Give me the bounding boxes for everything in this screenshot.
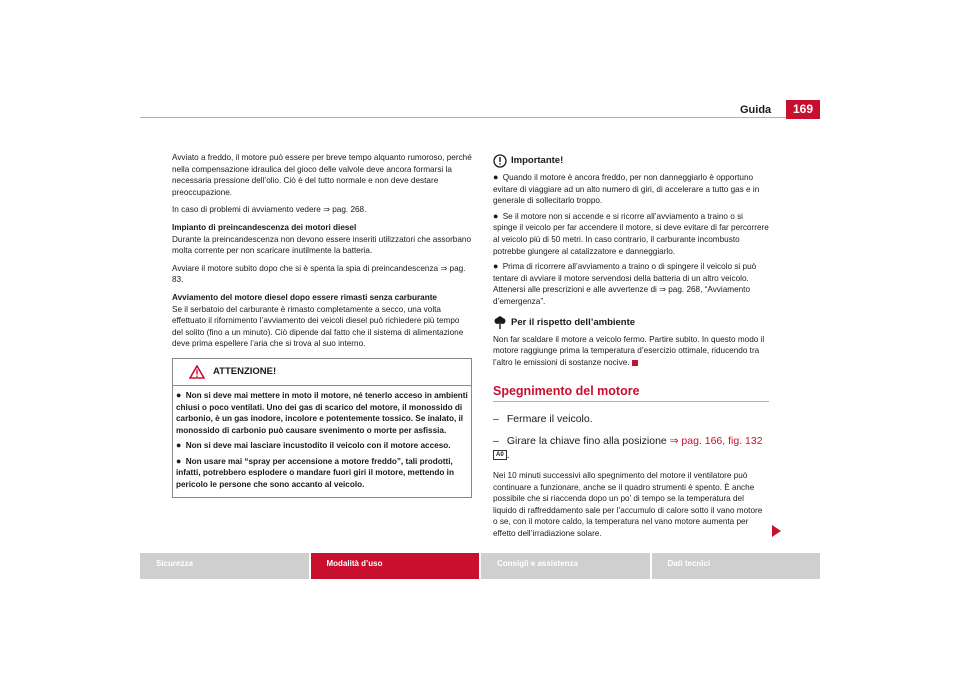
page-reference-link[interactable]: ⇒ pag. 166, fig. 132 <box>669 434 763 447</box>
tab-modalita-uso[interactable]: Modalità d’uso <box>311 553 480 579</box>
paragraph: Se il serbatoio del carburante è rimasto completamente a secco, una volta effettuato il rifornimento l’avviamento dei veicoli diesel può richiedere più tempo del solito (fino a un minuto). Ciò dipende dal fatto che il sistema di alimentazione deve prima espellere l’aria che si trova al suo interno. <box>172 304 464 349</box>
environment-title: Per il rispetto dell’ambiente <box>511 316 636 328</box>
paragraph: In caso di problemi di avviamento vedere ⇒ pag. 268. <box>172 205 367 215</box>
page-title: Guida <box>740 104 772 116</box>
subheading: Avviamento del motore diesel dopo essere rimasti senza carburante <box>172 292 437 302</box>
left-column <box>172 152 472 498</box>
bullet-icon: ● <box>493 261 499 272</box>
bullet-icon: ● <box>493 210 499 221</box>
paragraph: Nei 10 minuti successivi allo spegnimento del motore il ventilatore può continuare a funzionare, anche se il quadro strumenti è spento. È anche possibile che si riaccenda dopo un po’ di tempo se la temperatura del liquido di raffreddamento sale per l’accumulo di calore sotto il vano motore o se, con il motore caldo, la temperatura nel vano motore aumenta per effetto dell’irradiazione solare. <box>493 470 763 538</box>
tab-consigli-assistenza[interactable]: Consigli e assistenza <box>481 553 650 579</box>
page-number: 169 <box>786 100 820 119</box>
warning-body <box>173 386 471 491</box>
environment-tree-icon <box>493 316 507 330</box>
warning-bullet: ● Non si deve mai mettere in moto il motore, né tenerlo acceso in ambienti chiusi o poco ventilati. Uno dei gas di scarico del motore, il monossido di carbonio, è un gas inodore, incolore e potentemente tossico. Se inalato, il monossido di carbonio può causare svenimento o morte per asfissia. <box>176 389 468 435</box>
exclamation-circle-icon <box>493 154 507 168</box>
warning-box <box>172 358 472 498</box>
important-title: Importante! <box>511 155 564 167</box>
warning-bullet: ● Non si deve mai lasciare incustodito il veicolo con il motore acceso. <box>176 440 451 451</box>
section-title: Spegnimento del motore <box>493 386 769 402</box>
paragraph: Non far scaldare il motore a veicolo fermo. Partire subito. In questo modo il motore raggiunge prima la temperatura d’esercizio ottimale, riducendo tra l’altro le emissioni di sostanze nocive. <box>493 334 765 367</box>
step-item: – Fermare il veicolo. <box>493 412 593 425</box>
tab-sicurezza[interactable]: Sicurezza <box>140 553 309 579</box>
tab-dati-tecnici[interactable]: Dati tecnici <box>652 553 821 579</box>
important-bullet: ● Prima di ricorrere all’avviamento a traino o di spingere il veicolo si può tentare di avviare il motore servendosi della batteria di un altro veicolo. Attenersi alle prescrizioni e alle avvertenze di ⇒ pag. 268, “Avviamento d’emergenza”. <box>493 261 757 306</box>
paragraph: Avviare il motore subito dopo che si è spenta la spia di preincandescenza ⇒ pag. 83. <box>172 263 466 285</box>
key-position-icon: A0 <box>493 450 507 460</box>
header-rule <box>140 117 820 118</box>
footer-nav <box>140 553 820 579</box>
paragraph: Avviato a freddo, il motore può essere per breve tempo alquanto rumoroso, perché nella compensazione idraulica del gioco delle valvole deve ancora formarsi la necessaria pressione dell’olio. Ciò è del tutto normale e non deve destare preoccupazione. <box>172 153 472 197</box>
bullet-icon: ● <box>493 172 499 182</box>
step-item: – Girare la chiave fino alla posizione ⇒ pag. 166, fig. 132 A0 . <box>493 434 763 461</box>
important-bullet: ● Quando il motore è ancora freddo, per non danneggiarlo è opportuno evitare di viaggiare ad un alto numero di giri, di accelerare a tutto gas e in generale di sollecitarlo troppo. <box>493 172 760 206</box>
warning-bullet: ● Non usare mai “spray per accensione a motore freddo”, tali prodotti, infatti, potrebbero esplodere o mandare fuori giri il motore, mettendo in pericolo le persone che sono accanto al veicolo. <box>176 455 454 490</box>
bullet-icon: ● <box>176 455 182 466</box>
end-marker-icon <box>632 360 638 366</box>
bullet-icon: ● <box>176 389 182 400</box>
right-column <box>493 152 769 545</box>
warning-header <box>173 359 471 386</box>
bullet-icon: ● <box>176 440 182 451</box>
environment-header <box>493 316 769 330</box>
next-page-arrow-icon[interactable] <box>772 525 781 537</box>
subheading: Impianto di preincandescenza dei motori diesel <box>172 222 357 232</box>
warning-title: ATTENZIONE! <box>213 366 277 378</box>
warning-triangle-icon <box>189 365 205 379</box>
paragraph: Durante la preincandescenza non devono essere inseriti utilizzatori che assorbano molta corrente per non scaricare inutilmente la batteria. <box>172 234 472 256</box>
important-bullet: ● Se il motore non si accende e si ricorre all’avviamento a traino o si spinge il veicolo per far accendere il motore, si deve evitare di far percorrere al veicolo più di 50 metri. In caso contrario, il carburante incombusto potrebbe giungere al catalizzatore e danneggiarlo. <box>493 210 769 256</box>
important-header <box>493 154 769 168</box>
